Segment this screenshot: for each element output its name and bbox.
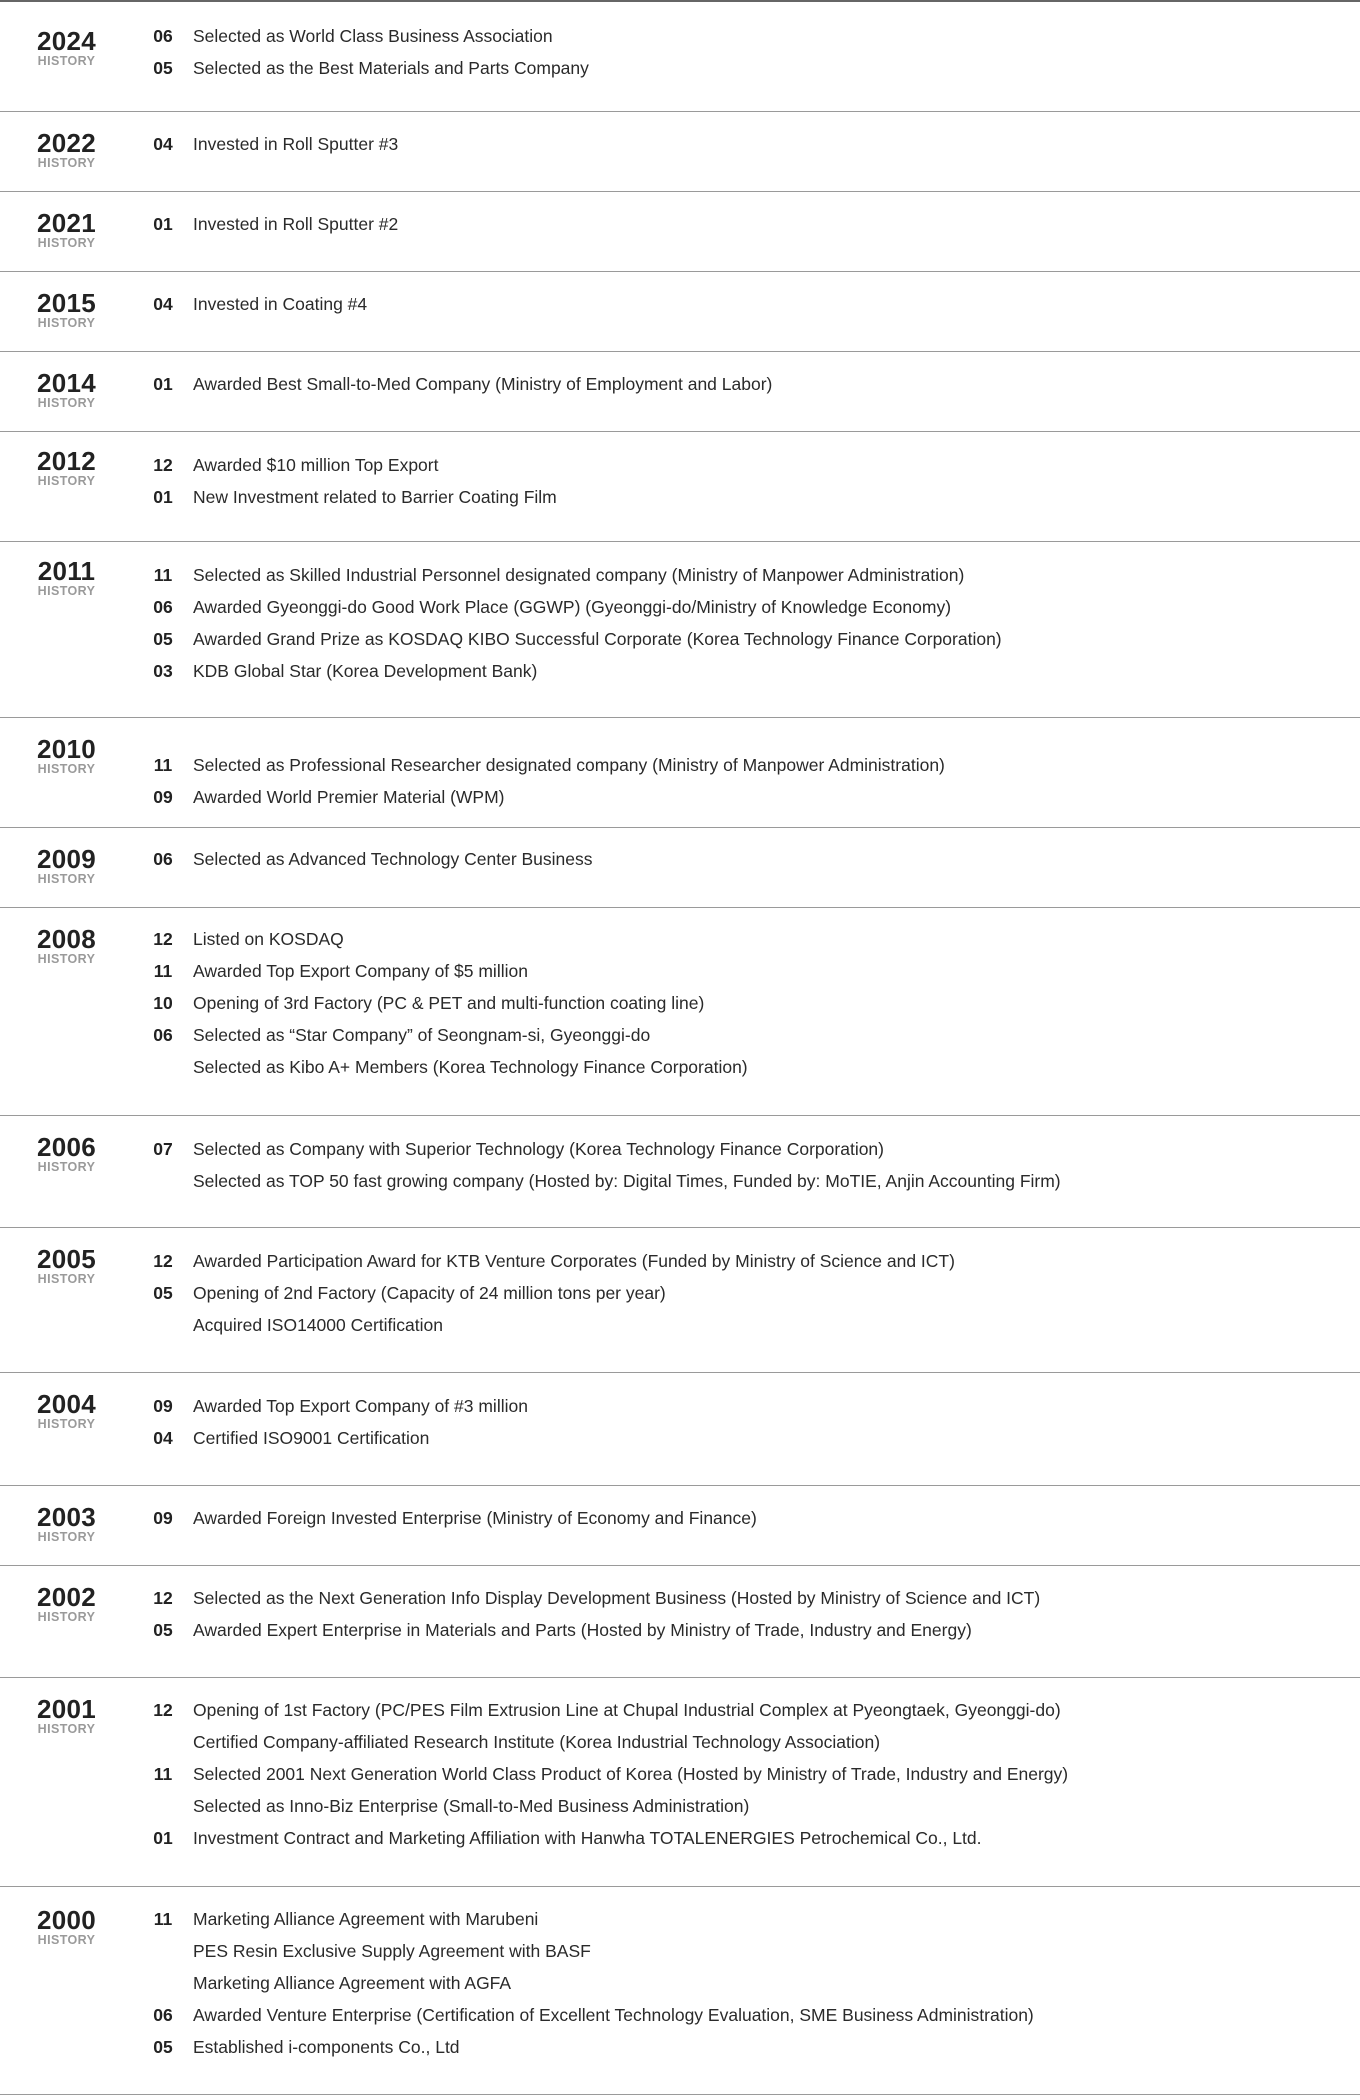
event-item xyxy=(133,955,1360,987)
event-item xyxy=(133,1790,1360,1822)
event-item xyxy=(133,559,1360,591)
event-list xyxy=(133,1228,1360,1341)
event-month: 12 xyxy=(153,1699,173,1720)
event-month: 11 xyxy=(153,1763,173,1784)
event-item xyxy=(133,1245,1360,1277)
event-item xyxy=(133,1165,1360,1197)
event-item xyxy=(133,1502,1360,1534)
event-month: 05 xyxy=(153,57,173,78)
event-month: 12 xyxy=(153,454,173,475)
event-item xyxy=(133,1277,1360,1309)
event-list xyxy=(133,1486,1360,1534)
event-list xyxy=(133,828,1360,875)
event-item xyxy=(133,1967,1360,1999)
year-block-2000 xyxy=(0,1887,1360,2095)
year-heading xyxy=(0,1116,133,1174)
event-month: 06 xyxy=(153,848,173,869)
event-item xyxy=(133,843,1360,875)
event-item xyxy=(133,1422,1360,1454)
event-list xyxy=(133,352,1360,400)
event-list xyxy=(133,1116,1360,1197)
event-description: Selected as Company with Superior Technology (Korea Technology Finance Corporation) xyxy=(193,1138,884,1159)
history-label: HISTORY xyxy=(37,584,96,598)
event-month: 04 xyxy=(153,133,173,154)
event-description: Awarded Grand Prize as KOSDAQ KIBO Successful Corporate (Korea Technology Finance Corporation) xyxy=(193,628,1002,649)
event-description: Established i-components Co., Ltd xyxy=(193,2036,460,2057)
event-item xyxy=(133,749,1360,781)
year-heading xyxy=(0,112,133,170)
year-number: 2022 xyxy=(36,128,97,158)
event-description: Selected as Professional Researcher designated company (Ministry of Manpower Administration) xyxy=(193,754,945,775)
event-description: Certified ISO9001 Certification xyxy=(193,1427,430,1448)
year-block-2004 xyxy=(0,1373,1360,1486)
event-item xyxy=(133,1309,1360,1341)
year-heading xyxy=(0,432,133,488)
event-item xyxy=(133,591,1360,623)
event-item xyxy=(133,1999,1360,2031)
event-description: Marketing Alliance Agreement with AGFA xyxy=(193,1972,512,1993)
event-list xyxy=(133,272,1360,320)
event-month: 01 xyxy=(153,486,173,507)
event-item xyxy=(133,449,1360,481)
history-label: HISTORY xyxy=(37,396,96,410)
history-label: HISTORY xyxy=(37,872,96,886)
event-item xyxy=(133,1822,1360,1854)
year-block-2024 xyxy=(0,2,1360,112)
year-number: 2002 xyxy=(36,1582,97,1612)
year-heading xyxy=(0,2,133,68)
event-month: 01 xyxy=(153,1827,173,1848)
year-heading xyxy=(0,542,133,598)
event-description: Certified Company-affiliated Research Institute (Korea Industrial Technology Association) xyxy=(193,1731,881,1752)
year-heading xyxy=(0,1373,133,1431)
event-description: Awarded Foreign Invested Enterprise (Ministry of Economy and Finance) xyxy=(193,1507,757,1528)
year-number: 2021 xyxy=(36,208,97,238)
event-list xyxy=(133,542,1360,687)
event-month: 06 xyxy=(153,25,173,46)
year-number: 2008 xyxy=(36,924,97,954)
event-item xyxy=(133,781,1360,813)
event-description: Selected as Skilled Industrial Personnel designated company (Ministry of Manpower Administration) xyxy=(193,564,965,585)
event-month: 06 xyxy=(153,596,173,617)
history-label: HISTORY xyxy=(37,156,96,170)
event-description: Selected as “Star Company” of Seongnam-si, Gyeonggi-do xyxy=(193,1024,651,1045)
event-item xyxy=(133,1133,1360,1165)
event-month: 11 xyxy=(153,1908,173,1929)
event-description: Invested in Roll Sputter #2 xyxy=(193,213,399,234)
year-block-2008 xyxy=(0,908,1360,1116)
event-item xyxy=(133,1582,1360,1614)
year-heading xyxy=(0,192,133,250)
event-description: Selected as the Best Materials and Parts Company xyxy=(193,57,589,78)
year-heading xyxy=(0,908,133,966)
event-description: Selected as TOP 50 fast growing company (Hosted by: Digital Times, Funded by: MoTIE, Anjin Accounting Firm) xyxy=(193,1170,1061,1191)
event-description: Acquired ISO14000 Certification xyxy=(193,1314,443,1335)
year-heading xyxy=(0,352,133,410)
history-label: HISTORY xyxy=(37,952,96,966)
event-month: 06 xyxy=(153,2004,173,2025)
event-month: 07 xyxy=(153,1138,173,1159)
year-block-2003 xyxy=(0,1486,1360,1566)
event-item xyxy=(133,1903,1360,1935)
event-description: Awarded Best Small-to-Med Company (Ministry of Employment and Labor) xyxy=(193,373,773,394)
event-description: Opening of 3rd Factory (PC & PET and multi-function coating line) xyxy=(193,992,705,1013)
year-block-2022 xyxy=(0,112,1360,192)
year-block-2021 xyxy=(0,192,1360,272)
event-description: Selected 2001 Next Generation World Class Product of Korea (Hosted by Ministry of Trade, Industry and Energy) xyxy=(193,1763,1069,1784)
event-description: Selected as World Class Business Association xyxy=(193,25,553,46)
year-heading xyxy=(0,718,133,776)
event-month: 11 xyxy=(153,754,173,775)
event-item xyxy=(133,1758,1360,1790)
year-heading xyxy=(0,1887,133,1947)
event-month: 06 xyxy=(153,1024,173,1045)
event-month: 09 xyxy=(153,1395,173,1416)
event-list xyxy=(133,718,1360,813)
event-item xyxy=(133,481,1360,513)
event-description: Awarded $10 million Top Export xyxy=(193,454,439,475)
event-description: Selected as Advanced Technology Center Business xyxy=(193,848,593,869)
event-month: 03 xyxy=(153,660,173,681)
year-block-2005 xyxy=(0,1228,1360,1373)
event-description: New Investment related to Barrier Coating Film xyxy=(193,486,557,507)
event-description: Awarded Gyeonggi-do Good Work Place (GGWP) (Gyeonggi-do/Ministry of Knowledge Economy) xyxy=(193,596,952,617)
event-month: 11 xyxy=(153,564,173,585)
event-month: 10 xyxy=(153,992,173,1013)
year-heading xyxy=(0,1228,133,1286)
event-item xyxy=(133,208,1360,240)
event-description: Awarded Expert Enterprise in Materials and Parts (Hosted by Ministry of Trade, Industry and Energy) xyxy=(193,1619,972,1640)
event-description: Selected as Kibo A+ Members (Korea Technology Finance Corporation) xyxy=(193,1056,748,1077)
event-description: Awarded Top Export Company of $5 million xyxy=(193,960,528,981)
year-number: 2003 xyxy=(36,1502,97,1532)
history-label: HISTORY xyxy=(37,54,96,68)
event-month: 12 xyxy=(153,1250,173,1271)
history-label: HISTORY xyxy=(37,762,96,776)
event-description: Opening of 1st Factory (PC/PES Film Extrusion Line at Chupal Industrial Complex at Pyeongtaek, Gyeonggi-do) xyxy=(193,1699,1061,1720)
year-number: 2024 xyxy=(36,26,97,56)
event-item xyxy=(133,655,1360,687)
event-description: Marketing Alliance Agreement with Marubeni xyxy=(193,1908,539,1929)
event-description: Invested in Coating #4 xyxy=(193,293,368,314)
event-item xyxy=(133,1614,1360,1646)
event-list xyxy=(133,1566,1360,1646)
year-number: 2012 xyxy=(36,446,97,476)
year-block-2015 xyxy=(0,272,1360,352)
event-month: 12 xyxy=(153,1587,173,1608)
event-month: 12 xyxy=(153,928,173,949)
event-item xyxy=(133,128,1360,160)
year-number: 2010 xyxy=(36,734,97,764)
event-description: Awarded Venture Enterprise (Certification of Excellent Technology Evaluation, SME Business Administration) xyxy=(193,2004,1034,2025)
event-item xyxy=(133,1051,1360,1083)
year-number: 2014 xyxy=(36,368,97,398)
year-block-2006 xyxy=(0,1116,1360,1228)
event-month: 04 xyxy=(153,293,173,314)
event-list xyxy=(133,1373,1360,1454)
event-description: Invested in Roll Sputter #3 xyxy=(193,133,399,154)
event-month: 05 xyxy=(153,1282,173,1303)
event-item xyxy=(133,368,1360,400)
year-block-2010 xyxy=(0,718,1360,828)
event-item xyxy=(133,1935,1360,1967)
event-item xyxy=(133,923,1360,955)
event-list xyxy=(133,908,1360,1083)
event-description: Selected as the Next Generation Info Display Development Business (Hosted by Ministry of Science and ICT) xyxy=(193,1587,1041,1608)
year-block-2002 xyxy=(0,1566,1360,1678)
event-description: Awarded Top Export Company of #3 million xyxy=(193,1395,528,1416)
event-description: Awarded Participation Award for KTB Venture Corporates (Funded by Ministry of Science and ICT) xyxy=(193,1250,955,1271)
event-description: Investment Contract and Marketing Affiliation with Hanwha TOTALENERGIES Petrochemical Co., Ltd. xyxy=(193,1827,982,1848)
event-item xyxy=(133,1726,1360,1758)
event-month: 09 xyxy=(153,1507,173,1528)
history-label: HISTORY xyxy=(37,1933,96,1947)
history-label: HISTORY xyxy=(37,1610,96,1624)
year-number: 2015 xyxy=(36,288,97,318)
history-label: HISTORY xyxy=(37,236,96,250)
history-label: HISTORY xyxy=(37,316,96,330)
history-label: HISTORY xyxy=(37,1722,96,1736)
history-label: HISTORY xyxy=(37,1160,96,1174)
year-number: 2006 xyxy=(36,1132,97,1162)
year-block-2009 xyxy=(0,828,1360,908)
year-heading xyxy=(0,1566,133,1624)
event-description: Listed on KOSDAQ xyxy=(193,928,344,949)
event-item xyxy=(133,1019,1360,1051)
event-item xyxy=(133,1390,1360,1422)
event-list xyxy=(133,112,1360,160)
event-item xyxy=(133,20,1360,52)
year-number: 2001 xyxy=(36,1694,97,1724)
year-heading xyxy=(0,272,133,330)
year-number: 2005 xyxy=(36,1244,97,1274)
event-month: 05 xyxy=(153,1619,173,1640)
event-list xyxy=(133,432,1360,513)
event-list xyxy=(133,1678,1360,1854)
event-month: 05 xyxy=(153,628,173,649)
history-label: HISTORY xyxy=(37,1272,96,1286)
year-block-2001 xyxy=(0,1678,1360,1887)
event-description: Opening of 2nd Factory (Capacity of 24 million tons per year) xyxy=(193,1282,666,1303)
event-description: KDB Global Star (Korea Development Bank) xyxy=(193,660,538,681)
year-number: 2004 xyxy=(36,1389,97,1419)
event-description: Awarded World Premier Material (WPM) xyxy=(193,786,505,807)
event-month: 01 xyxy=(153,213,173,234)
event-item xyxy=(133,52,1360,84)
event-item xyxy=(133,623,1360,655)
year-number: 2000 xyxy=(36,1905,97,1935)
event-list xyxy=(133,192,1360,240)
event-item xyxy=(133,288,1360,320)
year-heading xyxy=(0,1486,133,1544)
event-description: Selected as Inno-Biz Enterprise (Small-to-Med Business Administration) xyxy=(193,1795,750,1816)
event-month: 09 xyxy=(153,786,173,807)
event-item xyxy=(133,1694,1360,1726)
event-month: 04 xyxy=(153,1427,173,1448)
year-heading xyxy=(0,828,133,886)
history-label: HISTORY xyxy=(37,1417,96,1431)
event-list xyxy=(133,2,1360,84)
year-block-2012 xyxy=(0,432,1360,542)
history-label: HISTORY xyxy=(37,1530,96,1544)
event-list xyxy=(133,1887,1360,2063)
event-description: PES Resin Exclusive Supply Agreement with BASF xyxy=(193,1940,591,1961)
event-item xyxy=(133,2031,1360,2063)
year-number: 2009 xyxy=(36,844,97,874)
event-month: 11 xyxy=(153,960,173,981)
year-block-2014 xyxy=(0,352,1360,432)
year-number: 2011 xyxy=(37,556,96,586)
event-month: 01 xyxy=(153,373,173,394)
event-month: 05 xyxy=(153,2036,173,2057)
year-heading xyxy=(0,1678,133,1736)
event-item xyxy=(133,987,1360,1019)
year-block-2011 xyxy=(0,542,1360,718)
history-label: HISTORY xyxy=(37,474,96,488)
